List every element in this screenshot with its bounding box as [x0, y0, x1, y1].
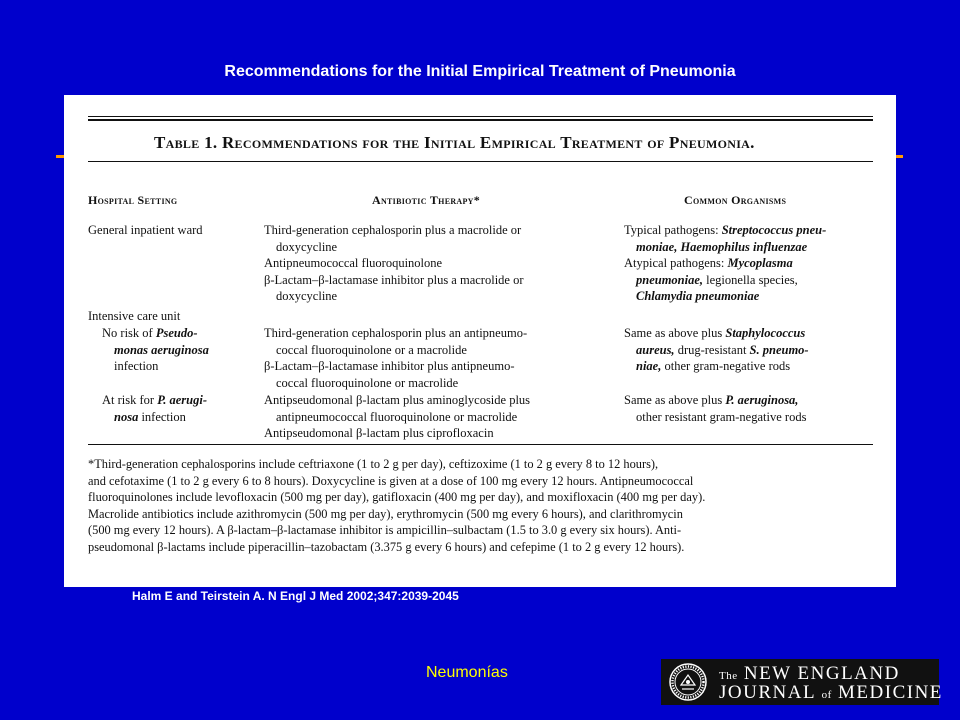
table-rule-top-thick: [88, 119, 873, 121]
setting-text: infection: [138, 409, 186, 424]
column-header-therapy: Antibiotic Therapy*: [372, 193, 481, 207]
logo-word: MEDICINE: [838, 682, 943, 703]
organisms-line: [624, 392, 806, 409]
therapy-line: antipneumococcal fluoroquinolone or macrolide: [276, 409, 518, 424]
setting-line: [88, 325, 209, 342]
organism-name: P. aerugi-: [157, 393, 207, 407]
therapy-line: coccal fluoroquinolone or macrolide: [276, 375, 459, 390]
organism-name: monas aeruginosa: [114, 342, 209, 357]
therapy-line: Antipneumococcal fluoroquinolone: [264, 256, 443, 271]
table-caption: Table 1. Recommendations for the Initial Empirical Treatment of Pneumonia.: [154, 133, 755, 152]
footnote-line: Macrolide antibiotics include azithromycin (500 mg per day), erythromycin (500 mg every 6 hours), and clarithromycin: [88, 506, 683, 521]
logo-line-2: [719, 682, 943, 704]
organism-name: Streptococcus pneu-: [721, 223, 827, 237]
therapy-line: Third-generation cephalosporin plus an antipneumo-: [264, 326, 528, 340]
organism-name: Pseudo-: [155, 326, 198, 340]
setting-text: General inpatient ward: [88, 223, 203, 237]
setting-text: No risk of: [102, 326, 156, 340]
table-rule-bottom: [88, 444, 873, 445]
table-rule-caption: [88, 161, 873, 162]
organism-name: S. pneumo-: [749, 342, 809, 357]
therapy-line: β-Lactam–β-lactamase inhibitor plus a macrolide or: [264, 272, 524, 287]
footer-text: Neumonías: [426, 664, 508, 681]
therapy-line: β-Lactam–β-lactamase inhibitor plus antipneumo-: [264, 359, 515, 374]
nejm-logo: [661, 659, 943, 705]
table-image-panel: [64, 95, 896, 587]
organism-name: Chlamydia pneumoniae: [636, 289, 760, 304]
therapy-cell-icu-no-risk: [264, 325, 527, 391]
organism-name: Staphylococcus: [725, 326, 806, 340]
setting-cell-icu: [88, 308, 180, 325]
organism-name: P. aeruginosa,: [725, 393, 799, 407]
organisms-line: [624, 255, 826, 272]
organisms-text: other gram-negative rods: [661, 359, 791, 374]
citation: Halm E and Teirstein A. N Engl J Med 2002;347:2039-2045: [132, 589, 459, 603]
organisms-line: [624, 325, 809, 342]
organisms-cell-ward: [624, 222, 826, 305]
logo-word: The: [719, 670, 738, 682]
logo-word: JOURNAL: [719, 682, 816, 703]
organisms-line: [624, 358, 809, 375]
therapy-cell-ward: [264, 222, 524, 305]
organism-name: aureus,: [636, 342, 675, 357]
organisms-line: [624, 342, 809, 359]
organisms-label: Atypical pathogens:: [624, 256, 728, 271]
organisms-text: Same as above plus: [624, 326, 726, 340]
organisms-cell-icu-risk: [624, 392, 806, 425]
table-footnote: [88, 456, 878, 556]
footnote-line: and cefotaxime (1 to 2 g every 6 to 8 hours). Doxycycline is given at a dose of 100 mg every 12 hours. Antipneumococcal: [88, 473, 694, 488]
organisms-line: [624, 272, 826, 289]
table-rule-top: [88, 116, 873, 117]
therapy-line: doxycycline: [276, 239, 338, 254]
footnote-line: *Third-generation cephalosporins include ceftriaxone (1 to 2 g per day), ceftizoxime (1 to 2 g every 8 to 12 hours),: [88, 457, 659, 471]
organisms-label: Typical pathogens:: [624, 223, 722, 237]
organisms-text: other resistant gram-negative rods: [636, 409, 807, 424]
setting-text: infection: [114, 359, 159, 374]
therapy-line: Antipseudomonal β-lactam plus ciprofloxacin: [264, 426, 494, 441]
therapy-line: Antipseudomonal β-lactam plus aminoglycoside plus: [264, 393, 531, 407]
footnote-line: fluoroquinolones include levofloxacin (500 mg per day), gatifloxacin (400 mg per day), and moxifloxacin (400 mg per day).: [88, 490, 706, 505]
setting-cell-icu-no-risk: [88, 325, 209, 375]
setting-line: [88, 392, 207, 409]
organisms-text: drug-resistant: [674, 342, 750, 357]
organism-name: niae,: [636, 359, 662, 374]
footnote-line: pseudomonal β-lactams include piperacillin–tazobactam (3.375 g every 6 hours) and cefepime (1 to 2 g every 12 hours).: [88, 539, 685, 554]
setting-cell-icu-risk: [88, 392, 207, 425]
organism-name: moniae, Haemophilus influenzae: [636, 239, 808, 254]
organism-name: Mycoplasma: [727, 256, 793, 271]
setting-cell-ward: [88, 222, 203, 239]
slide-title: Recommendations for the Initial Empirical Treatment of Pneumonia: [224, 63, 736, 80]
organism-name: nosa: [114, 409, 139, 424]
column-header-organisms: Common Organisms: [684, 193, 787, 207]
setting-text: Intensive care unit: [88, 309, 181, 323]
organism-name: pneumoniae,: [636, 272, 704, 287]
column-header-setting: Hospital Setting: [88, 193, 178, 207]
logo-word: of: [821, 689, 832, 701]
organisms-text: legionella species,: [703, 272, 798, 287]
logo-word: NEW ENGLAND: [743, 663, 900, 684]
seal-icon: [668, 662, 708, 702]
therapy-line: Third-generation cephalosporin plus a macrolide or: [264, 223, 522, 237]
setting-text: At risk for: [102, 393, 158, 407]
therapy-line: doxycycline: [276, 289, 338, 304]
therapy-line: coccal fluoroquinolone or a macrolide: [276, 342, 467, 357]
organisms-cell-icu-no-risk: [624, 325, 809, 375]
therapy-cell-icu-risk: [264, 392, 530, 442]
organisms-text: Same as above plus: [624, 393, 726, 407]
setting-line: [88, 409, 207, 426]
organisms-line: [624, 222, 826, 239]
footnote-line: (500 mg every 12 hours). A β-lactam–β-lactamase inhibitor is ampicillin–sulbactam (1.5 to 3.0 g every six hours). Anti-: [88, 523, 682, 538]
